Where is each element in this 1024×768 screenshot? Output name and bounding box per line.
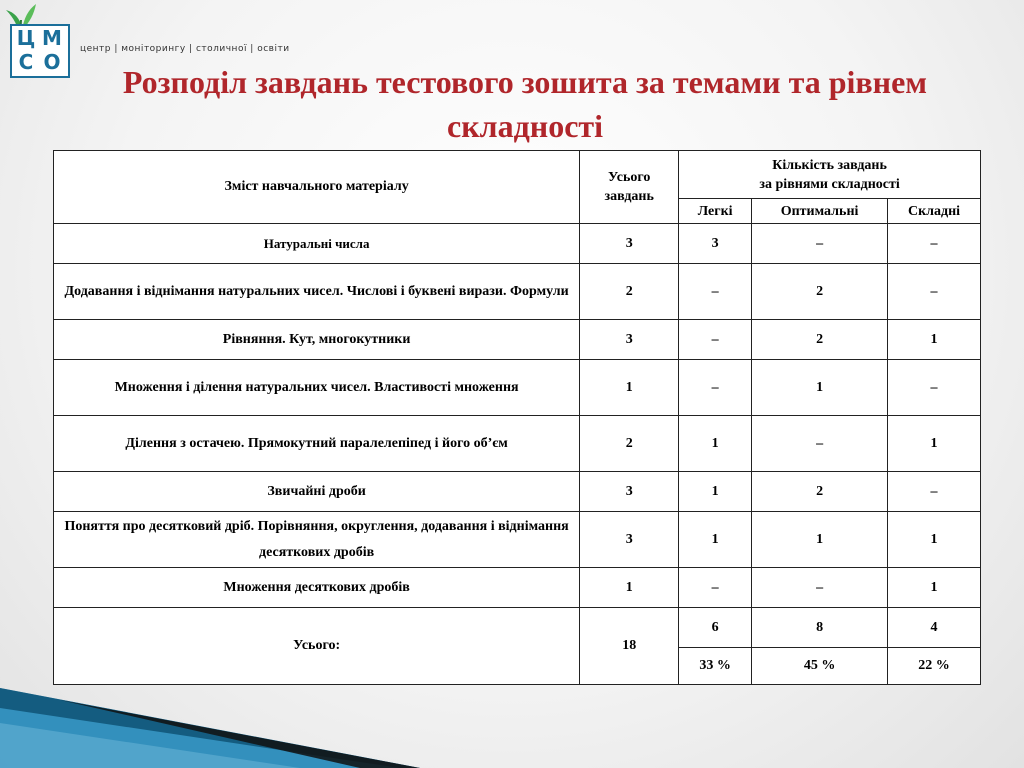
header-total xyxy=(580,151,679,224)
header-hard: Складні xyxy=(888,199,981,224)
row-easy: 1 xyxy=(679,512,752,568)
summary-hard-pct: 22 % xyxy=(888,648,981,685)
row-topic: Множення і ділення натуральних чисел. Властивості множення xyxy=(54,360,580,416)
row-easy: – xyxy=(679,568,752,608)
summary-easy: 6 xyxy=(679,608,752,648)
table-row xyxy=(54,512,981,568)
row-optimal: – xyxy=(752,224,888,264)
row-total: 3 xyxy=(580,472,679,512)
row-total: 3 xyxy=(580,512,679,568)
table-row xyxy=(54,264,981,320)
row-easy: 1 xyxy=(679,416,752,472)
row-hard: 1 xyxy=(888,568,981,608)
row-optimal: 2 xyxy=(752,264,888,320)
logo-letter: Ц xyxy=(16,26,36,50)
logo-letter: С xyxy=(18,50,34,74)
row-optimal: – xyxy=(752,416,888,472)
table-row xyxy=(54,224,981,264)
summary-optimal: 8 xyxy=(752,608,888,648)
header-topic: Зміст навчального матеріалу xyxy=(54,151,580,224)
header-levels-line2: за рівнями складності xyxy=(759,176,900,192)
row-topic: Ділення з остачею. Прямокутний паралелепіпед і його об’єм xyxy=(54,416,580,472)
row-total: 2 xyxy=(580,416,679,472)
summary-label: Усього: xyxy=(54,608,580,685)
logo-letter: М xyxy=(42,26,62,50)
row-total: 2 xyxy=(580,264,679,320)
row-topic: Додавання і віднімання натуральних чисел. Числові і буквені вирази. Формули xyxy=(54,264,580,320)
header-total-label: Усього завдань xyxy=(604,170,654,204)
row-hard: 1 xyxy=(888,416,981,472)
table-row xyxy=(54,320,981,360)
row-topic: Рівняння. Кут, многокутники xyxy=(54,320,580,360)
row-easy: – xyxy=(679,264,752,320)
row-hard: – xyxy=(888,264,981,320)
logo-box xyxy=(10,24,70,78)
header-levels-line1: Кількість завдань xyxy=(772,157,887,173)
summary-optimal-pct: 45 % xyxy=(752,648,888,685)
row-optimal: 2 xyxy=(752,320,888,360)
tasks-table xyxy=(53,150,981,685)
row-hard: 1 xyxy=(888,320,981,360)
decorative-swoosh xyxy=(0,628,420,768)
row-easy: – xyxy=(679,360,752,416)
page-title: Розподіл завдань тестового зошита за темами та рівнем складності xyxy=(122,64,928,144)
header-easy: Легкі xyxy=(679,199,752,224)
row-total: 3 xyxy=(580,320,679,360)
row-topic: Поняття про десятковий дріб. Порівняння, округлення, додавання і віднімання десяткових дробів xyxy=(54,512,580,568)
row-easy: 3 xyxy=(679,224,752,264)
row-hard: – xyxy=(888,360,981,416)
logo-tagline: центр | моніторингу | столичної | освіти xyxy=(80,44,290,54)
header-optimal: Оптимальні xyxy=(752,199,888,224)
row-total: 1 xyxy=(580,360,679,416)
row-topic: Звичайні дроби xyxy=(54,472,580,512)
summary-hard: 4 xyxy=(888,608,981,648)
row-optimal: 1 xyxy=(752,360,888,416)
row-easy: 1 xyxy=(679,472,752,512)
summary-total: 18 xyxy=(580,608,679,685)
summary-easy-pct: 33 % xyxy=(679,648,752,685)
table-row xyxy=(54,568,981,608)
row-optimal: 2 xyxy=(752,472,888,512)
row-topic: Множення десяткових дробів xyxy=(54,568,580,608)
row-hard: 1 xyxy=(888,512,981,568)
table-row xyxy=(54,360,981,416)
table-row xyxy=(54,416,981,472)
row-optimal: 1 xyxy=(752,512,888,568)
row-optimal: – xyxy=(752,568,888,608)
row-total: 1 xyxy=(580,568,679,608)
header-levels xyxy=(679,151,981,199)
row-easy: – xyxy=(679,320,752,360)
row-total: 3 xyxy=(580,224,679,264)
row-topic: Натуральні числа xyxy=(54,224,580,264)
row-hard: – xyxy=(888,224,981,264)
table-row xyxy=(54,472,981,512)
logo-letter: О xyxy=(43,50,61,74)
row-hard: – xyxy=(888,472,981,512)
